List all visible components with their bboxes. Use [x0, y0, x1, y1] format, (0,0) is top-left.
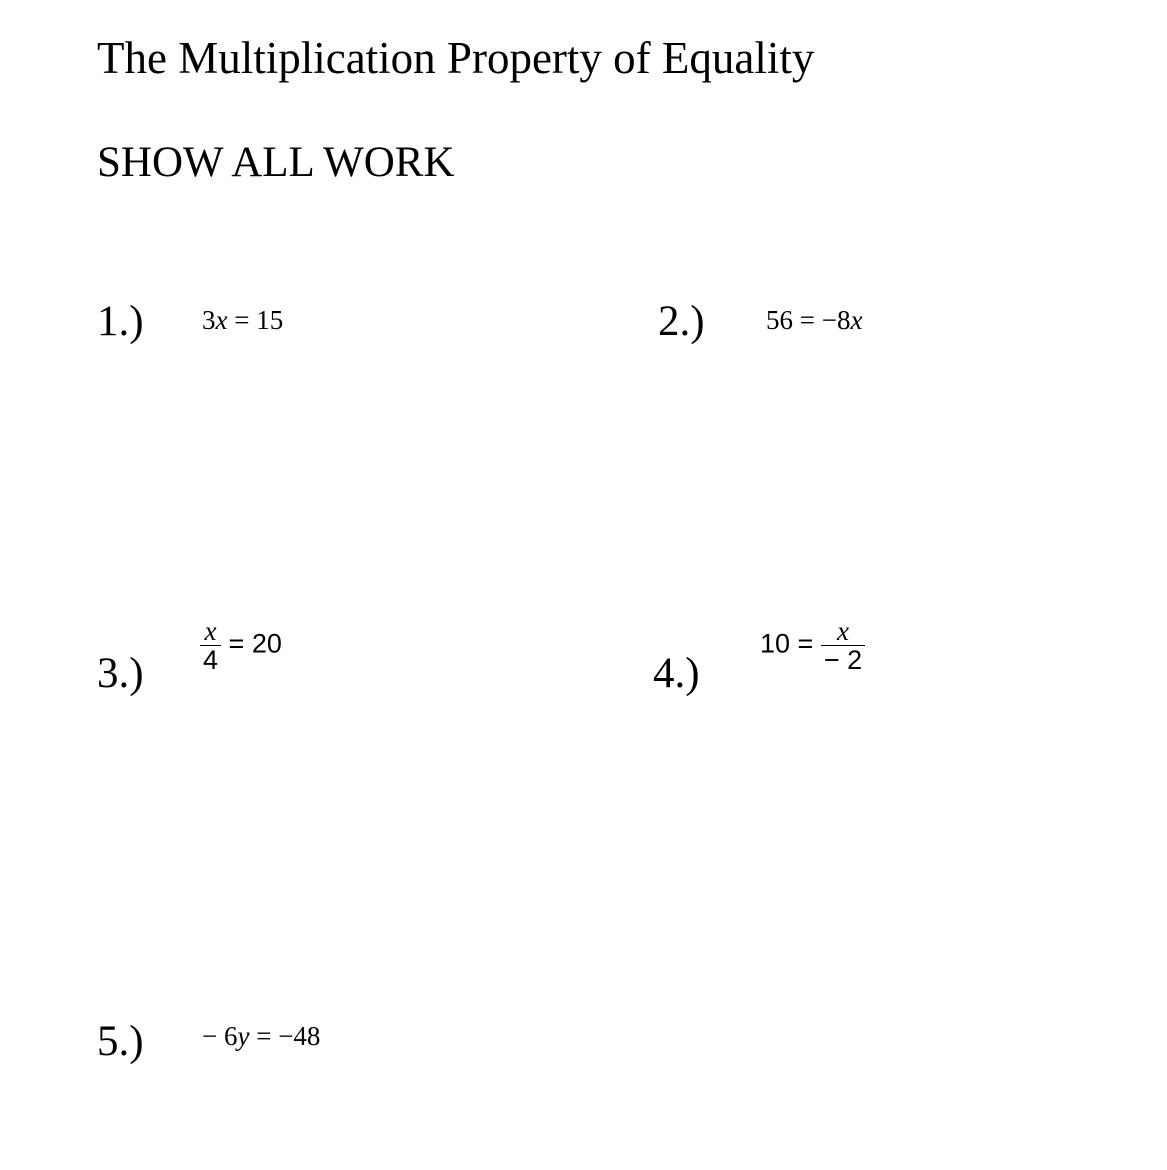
problem-4-number: 4.) — [653, 650, 700, 697]
problem-2-equation — [766, 305, 862, 335]
problem-3-rhs: 20 — [251, 628, 282, 659]
problem-4-denominator: − 2 — [823, 645, 863, 675]
problem-2-variable: x — [850, 305, 863, 335]
problem-5-rhs: −48 — [278, 1021, 321, 1051]
problem-4-lhs: 10 — [760, 628, 791, 659]
problem-4-equation — [760, 616, 865, 675]
problem-5-equals: = — [249, 1021, 279, 1051]
problem-5-coefficient: − 6 — [202, 1021, 238, 1051]
problem-3-denominator: 4 — [203, 645, 219, 675]
problem-2-equals: = — [793, 305, 822, 335]
problem-1-variable: x — [215, 305, 228, 335]
problem-1-equation — [202, 305, 283, 335]
problem-3-equation — [200, 616, 282, 675]
problem-2-coefficient: −8 — [821, 305, 851, 335]
problem-1-number: 1.) — [97, 298, 144, 345]
worksheet-title: The Multiplication Property of Equality — [97, 33, 815, 83]
problem-4-equals: = — [790, 628, 821, 659]
problem-1-rhs: 15 — [256, 305, 284, 335]
instruction-text: SHOW ALL WORK — [97, 139, 455, 186]
problem-5-number: 5.) — [97, 1018, 144, 1065]
problem-3-number: 3.) — [97, 650, 144, 697]
problem-1-coefficient: 3 — [202, 305, 216, 335]
problem-5-variable: y — [237, 1021, 250, 1051]
problem-3-numerator: x — [200, 619, 221, 646]
problem-3-equals: = — [221, 628, 252, 659]
problem-1-equals: = — [227, 305, 257, 335]
problem-2-number: 2.) — [658, 298, 705, 345]
problem-5-equation — [202, 1021, 320, 1051]
problem-3-fraction — [200, 616, 221, 675]
problem-2-lhs: 56 — [766, 305, 793, 335]
problem-4-numerator: x — [821, 619, 865, 646]
problem-4-fraction — [821, 616, 865, 675]
